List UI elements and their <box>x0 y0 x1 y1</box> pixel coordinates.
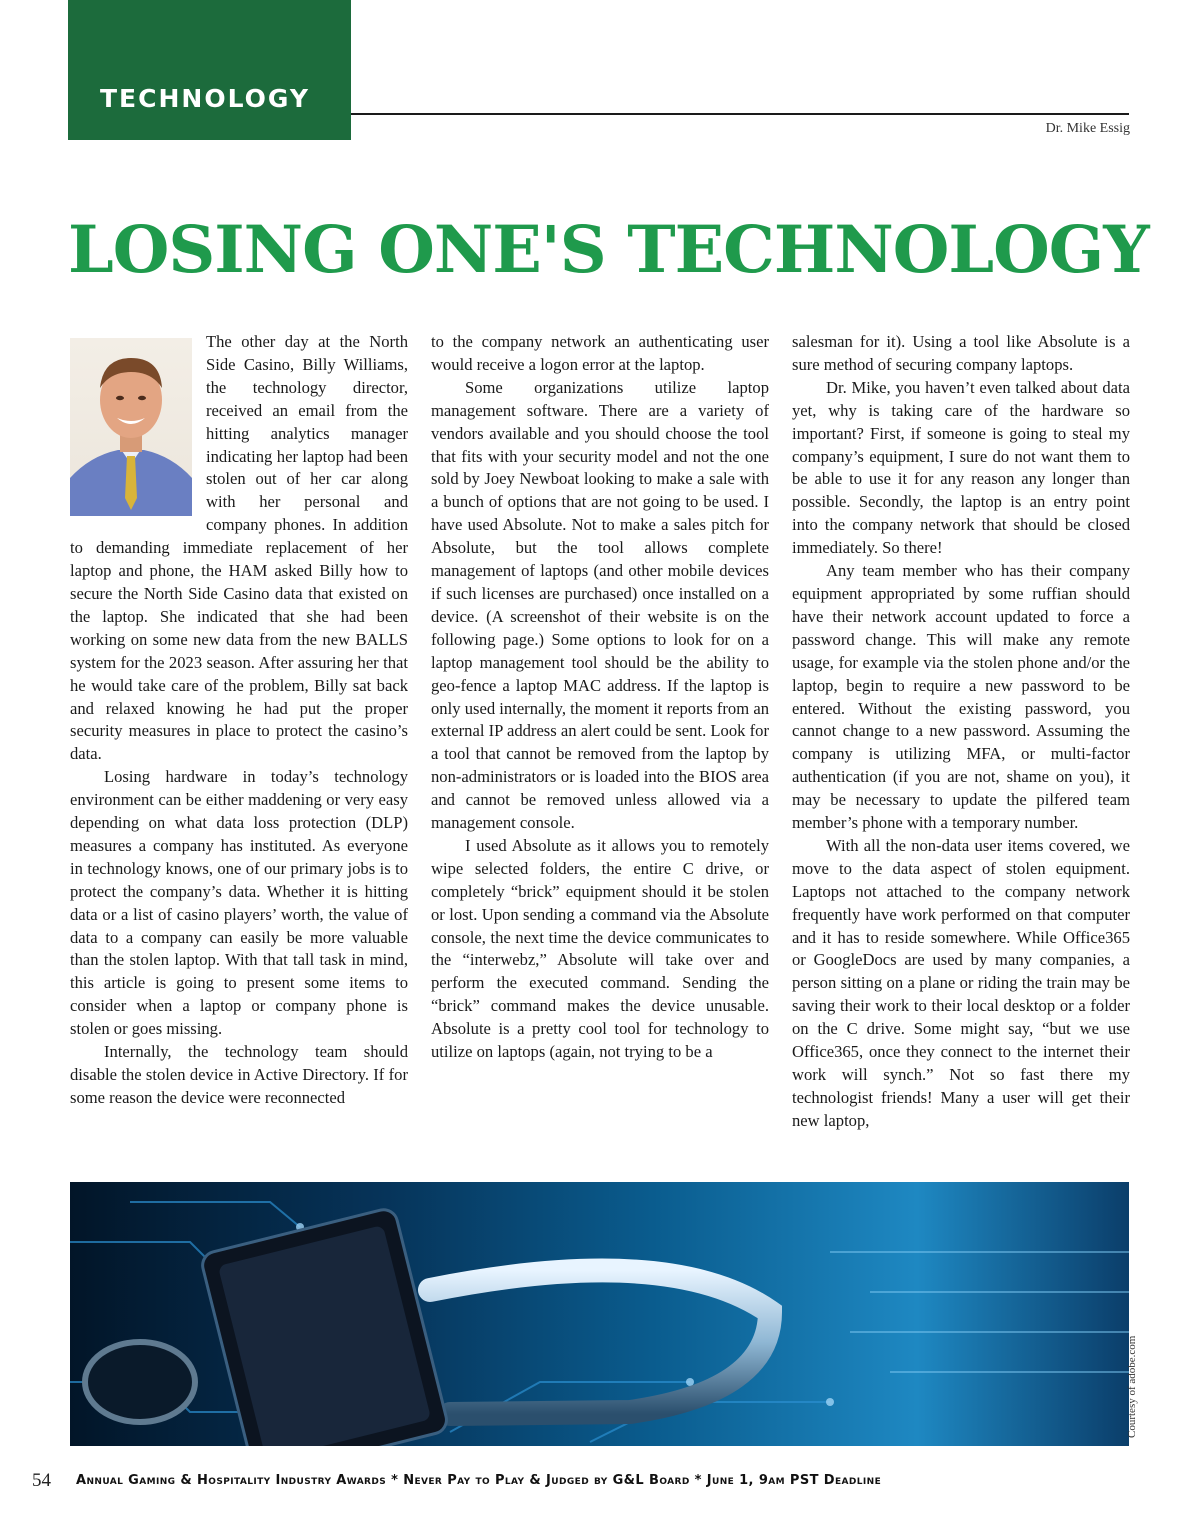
paragraph: to the company network an authenticating user would receive a logon error at the laptop. <box>431 332 769 374</box>
section-tab <box>68 0 351 140</box>
paragraph: Dr. Mike, you haven’t even talked about data yet, why is taking care of the hardware so important? First, if someone is going to steal my company’s equipment, I sure do not want them to be able to use it for any reason any longer than possible. Secondly, the laptop is an entry point into the company network that should be closed immediately. So there! <box>792 377 1130 558</box>
footer-banner-text: Annual Gaming & Hospitality Industry Awards * Never Pay to Play & Judged by G&L Board * June 1, 9am PST Deadline <box>76 1473 882 1488</box>
author-portrait <box>70 338 192 516</box>
section-label: TECHNOLOGY <box>100 84 310 113</box>
paragraph: The other day at the North Side Casino, Billy Williams, the technology director, received an email from the hitting analytics manager indicating her laptop had been stolen out of her car along with her personal and company phones. In addition to demanding immediate replacement of her laptop and phone, the HAM asked Billy how to secure the North Side Casino data that existed on the laptop. She indicated that she had been working on some new data from the new BALLS system for the 2023 season. After assuring her that he would take care of the problem, Billy sat back and relaxed knowing he had put the proper security measures in place to protect the casino’s data. <box>70 332 408 764</box>
author-portrait-illustration <box>70 338 192 516</box>
paragraph: Internally, the technology team should disable the stolen device in Active Directory. If for some reason the device were reconnected <box>70 1042 408 1107</box>
paragraph: With all the non-data user items covered, we move to the data aspect of stolen equipment. Laptops not attached to the company network frequently have work performed on that computer and it has to reside somewhere. While Office365 or GoogleDocs are used by many companies, a person sitting on a plane or riding the train may be saving their work to their local desktop or a folder on the C drive. Some might say, “but we use Office365, once they connect to the internet their work will synch.” Not so fast there my technologist friends! Many a user will get their new laptop, <box>792 835 1130 1130</box>
article-column-1 <box>70 331 408 1161</box>
header-rule <box>351 113 1129 115</box>
author-byline: Dr. Mike Essig <box>1045 121 1130 136</box>
padlock-circuit-board-image <box>70 1182 1129 1446</box>
paragraph: I used Absolute as it allows you to remotely wipe selected folders, the entire C drive, or completely “brick” equipment should it be stolen or lost. Upon sending a command via the Absolute console, the next time the device communicates to the “interwebz,” Absolute will take over and perform the executed command. Sending the “brick” command makes the device unusable. Absolute is a pretty cool tool for technology to utilize on laptops (again, not trying to be a <box>431 835 769 1062</box>
page-number: 54 <box>32 1470 51 1491</box>
image-credit: Courtesy of adobe.com <box>1126 1335 1138 1438</box>
paragraph: Losing hardware in today’s technology environment can be either maddening or very easy depending on what data loss protection (DLP) measures a company has instituted. As everyone in technology knows, one of our primary jobs is to protect the company’s data. Whether it is hitting data or a list of casino players’ worth, the value of data to a company can easily be more valuable than the stolen laptop. With that tall task in mind, this article is going to present some items to consider when a laptop or company phone is stolen or goes missing. <box>70 767 408 1039</box>
padlock-circuit-illustration <box>70 1182 1129 1446</box>
paragraph: Any team member who has their company equipment appropriated by some ruffian should have their network account updated to force a password change. This will make any remote usage, for example via the stolen phone and/or the laptop, begin to require a new password to be entered. Without the existing password, you cannot change to a new password. Assuming the company is utilizing MFA, or multi-factor authentication (if you are not, shame on you), it may be necessary to update the pilfered team member’s phone with a temporary number. <box>792 561 1130 833</box>
paragraph: salesman for it). Using a tool like Absolute is a sure method of securing company laptops. <box>792 332 1130 374</box>
article-headline: LOSING ONE'S TECHNOLOGY <box>68 212 1149 288</box>
paragraph: Some organizations utilize laptop management software. There are a variety of vendors available and you should choose the tool that fits with your security model and not the one sold by Joey Newboat looking to make a sale with a bunch of options that are not going to be used. I have used Absolute. Not to make a sales pitch for Absolute, but the tool allows complete management of laptops (and other mobile devices if such licenses are purchased) once installed on a device. (A screenshot of their website is on the following page.) Some options to look for on a laptop management tool should be the ability to geo-fence a laptop MAC address. If the laptop is only used internally, the moment it reports from an external IP address an alert could be sent. Look for a tool that cannot be removed from the laptop by non-administrators or is loaded into the BIOS area and cannot be removed unless allowed via a management console. <box>431 377 769 833</box>
article-column-2 <box>431 331 769 1161</box>
article-column-3 <box>792 331 1130 1161</box>
